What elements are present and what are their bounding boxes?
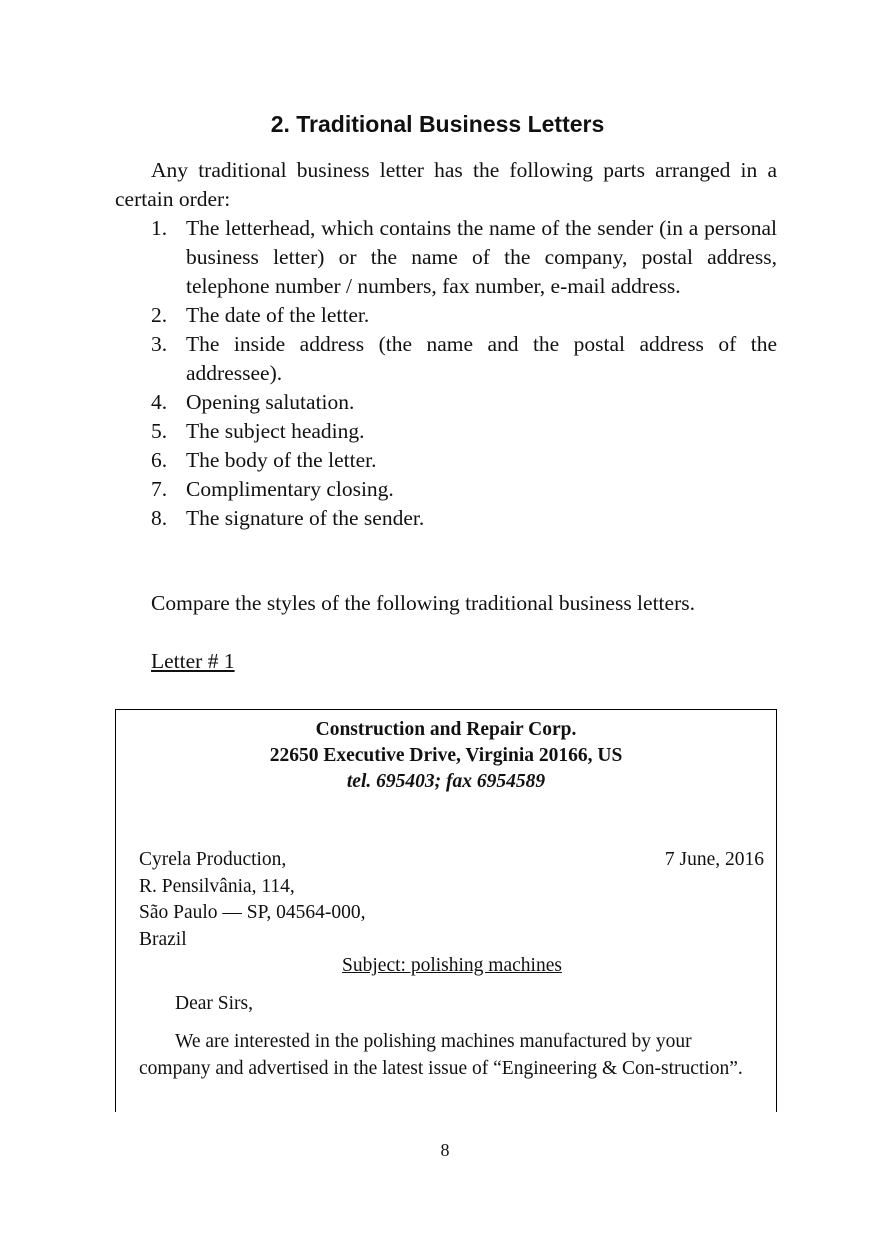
inside-address-line: São Paulo — SP, 04564-000, <box>139 902 366 923</box>
opening-salutation: Dear Sirs, <box>175 993 253 1014</box>
subject-heading <box>116 953 788 979</box>
list-item-number: 4. <box>151 390 168 414</box>
compare-instruction: Compare the styles of the following traditional business letters. <box>151 591 695 615</box>
section-heading: 2. Traditional Business Letters <box>270 111 605 137</box>
list-item <box>151 504 777 533</box>
letterhead-company: Construction and Repair Corp. <box>315 719 577 740</box>
list-item-text: The letterhead, which contains the name of the sender (in a personal business letter) or the name of the company, postal address, telephone number / numbers, fax number, e-mail address. <box>186 216 777 298</box>
list-item-text: The date of the letter. <box>186 303 370 327</box>
list-item-text: Opening salutation. <box>186 390 355 414</box>
list-item-number: 5. <box>151 419 168 443</box>
list-item-text: The body of the letter. <box>186 448 377 472</box>
letterhead-address: 22650 Executive Drive, Virginia 20166, US <box>269 745 623 766</box>
intro-paragraph: Any traditional business letter has the following parts arranged in a certain order: <box>115 158 777 211</box>
letter-body: We are interested in the polishing machines manufactured by your company and advertised in the latest issue of “Engineering & Con-struction”. <box>139 1031 743 1079</box>
inside-address-line: Cyrela Production, <box>139 849 287 870</box>
letter-label: Letter # 1 <box>151 649 235 673</box>
letter-date: 7 June, 2016 <box>664 849 764 870</box>
inside-address <box>139 847 365 953</box>
inside-address-line: Brazil <box>139 928 187 950</box>
letter-parts-list <box>151 214 777 533</box>
list-item-text: Complimentary closing. <box>186 477 394 501</box>
subject-text: Subject: polishing machines <box>342 955 562 976</box>
list-item-number: 7. <box>151 477 168 501</box>
list-item <box>151 417 777 446</box>
list-item <box>151 301 777 330</box>
sample-letter-frame <box>115 709 777 1112</box>
list-item-text: The inside address (the name and the postal address of the addressee). <box>186 332 777 385</box>
list-item-text: The subject heading. <box>186 419 365 443</box>
letterhead-contacts: tel. 695403; fax 6954589 <box>346 771 546 792</box>
page-number: 8 <box>440 1140 450 1160</box>
list-item <box>151 475 777 504</box>
inside-address-line: R. Pensilvânia, 114, <box>139 875 295 897</box>
list-item-number: 6. <box>151 448 168 472</box>
list-item <box>151 214 777 301</box>
list-item-number: 8. <box>151 506 168 530</box>
list-item <box>151 388 777 417</box>
list-item <box>151 446 777 475</box>
list-item <box>151 330 777 388</box>
list-item-number: 1. <box>151 216 168 240</box>
list-item-number: 3. <box>151 332 168 356</box>
list-item-text: The signature of the sender. <box>186 506 425 530</box>
list-item-number: 2. <box>151 303 168 327</box>
